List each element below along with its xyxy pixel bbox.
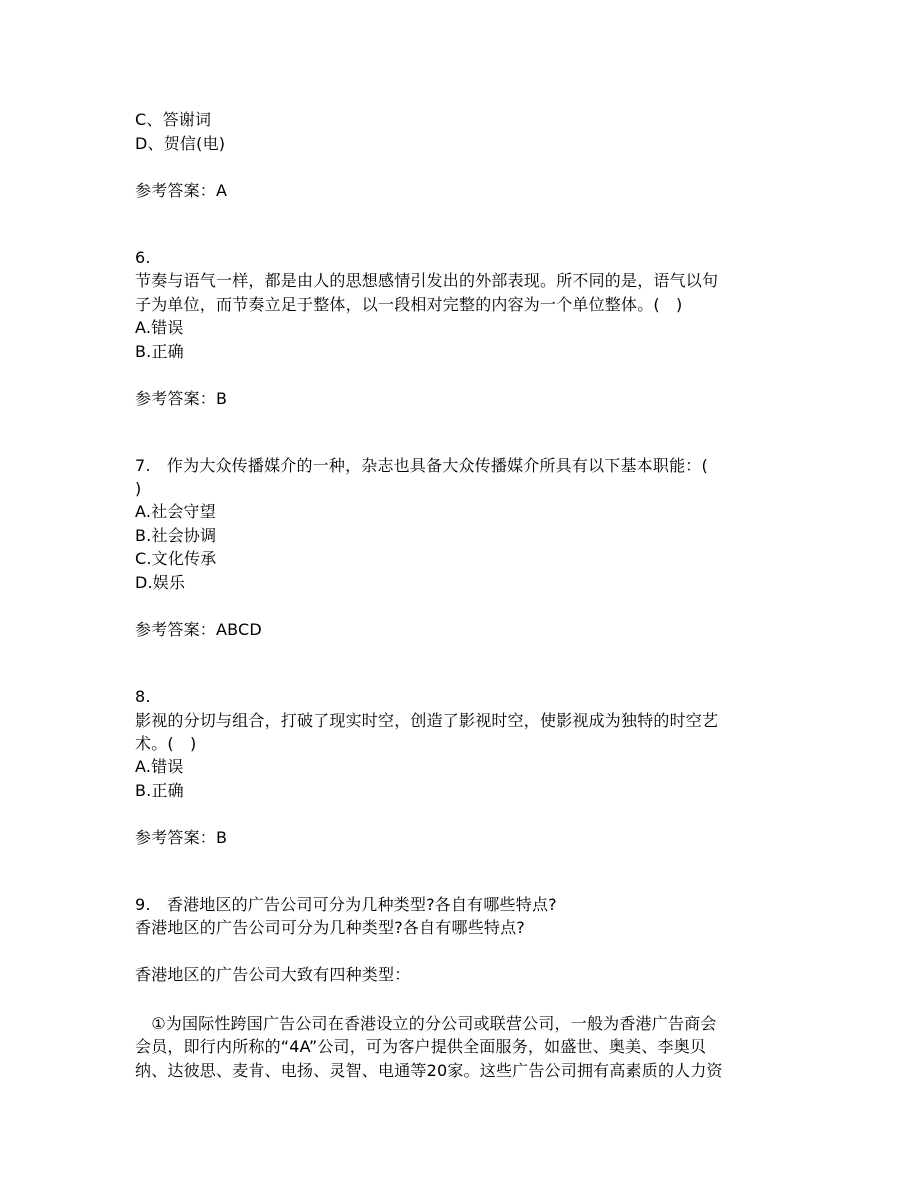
q6-answer: 参考答案：B — [135, 389, 228, 408]
q8-answer: 参考答案：B — [135, 828, 228, 847]
q9-stem-line1: 9. 香港地区的广告公司可分为几种类型?各自有哪些特点? — [135, 895, 557, 914]
q6-stem-line2: 子为单位，而节奏立足于整体，以一段相对完整的内容为一个单位整体。( ) — [135, 295, 683, 314]
q9-paragraph-line1: ①为国际性跨国广告公司在香港设立的分公司或联营公司，一般为香港广告商会 — [135, 1014, 717, 1033]
q8-stem-line2: 术。( ) — [135, 734, 197, 753]
q6-option-b: B.正确 — [135, 342, 184, 361]
q9-stem-line2: 香港地区的广告公司可分为几种类型?各自有哪些特点? — [135, 918, 525, 937]
q5-option-c: C、答谢词 — [135, 110, 212, 129]
q7-option-a: A.社会守望 — [135, 502, 216, 521]
q7-option-c: C.文化传承 — [135, 549, 217, 568]
q5-answer: 参考答案：A — [135, 181, 228, 200]
q7-option-b: B.社会协调 — [135, 526, 217, 545]
q5-option-d: D、贺信(电) — [135, 134, 226, 153]
q6-stem-line1: 节奏与语气一样，都是由人的思想感情引发出的外部表现。所不同的是，语气以句 — [135, 271, 719, 290]
q7-answer: 参考答案：ABCD — [135, 620, 262, 639]
q7-stem-line1: 7. 作为大众传播媒介的一种，杂志也具备大众传播媒介所具有以下基本职能：( — [135, 456, 708, 475]
q6-option-a: A.错误 — [135, 318, 184, 337]
q7-option-d: D.娱乐 — [135, 573, 186, 592]
q8-number: 8. — [135, 687, 151, 706]
q9-answer-intro: 香港地区的广告公司大致有四种类型： — [135, 965, 411, 984]
q9-paragraph-line3: 纳、达彼思、麦肯、电扬、灵智、电通等20家。这些广告公司拥有高素质的人力资 — [135, 1061, 723, 1080]
q6-number: 6. — [135, 248, 151, 267]
q7-stem-line2: ) — [135, 479, 142, 498]
q8-option-a: A.错误 — [135, 757, 184, 776]
q9-paragraph-line2: 会员，即行内所称的“4A”公司，可为客户提供全面服务，如盛世、奥美、李奥贝 — [135, 1037, 707, 1056]
q8-option-b: B.正确 — [135, 781, 184, 800]
q8-stem-line1: 影视的分切与组合，打破了现实时空，创造了影视时空，使影视成为独特的时空艺 — [135, 711, 719, 730]
